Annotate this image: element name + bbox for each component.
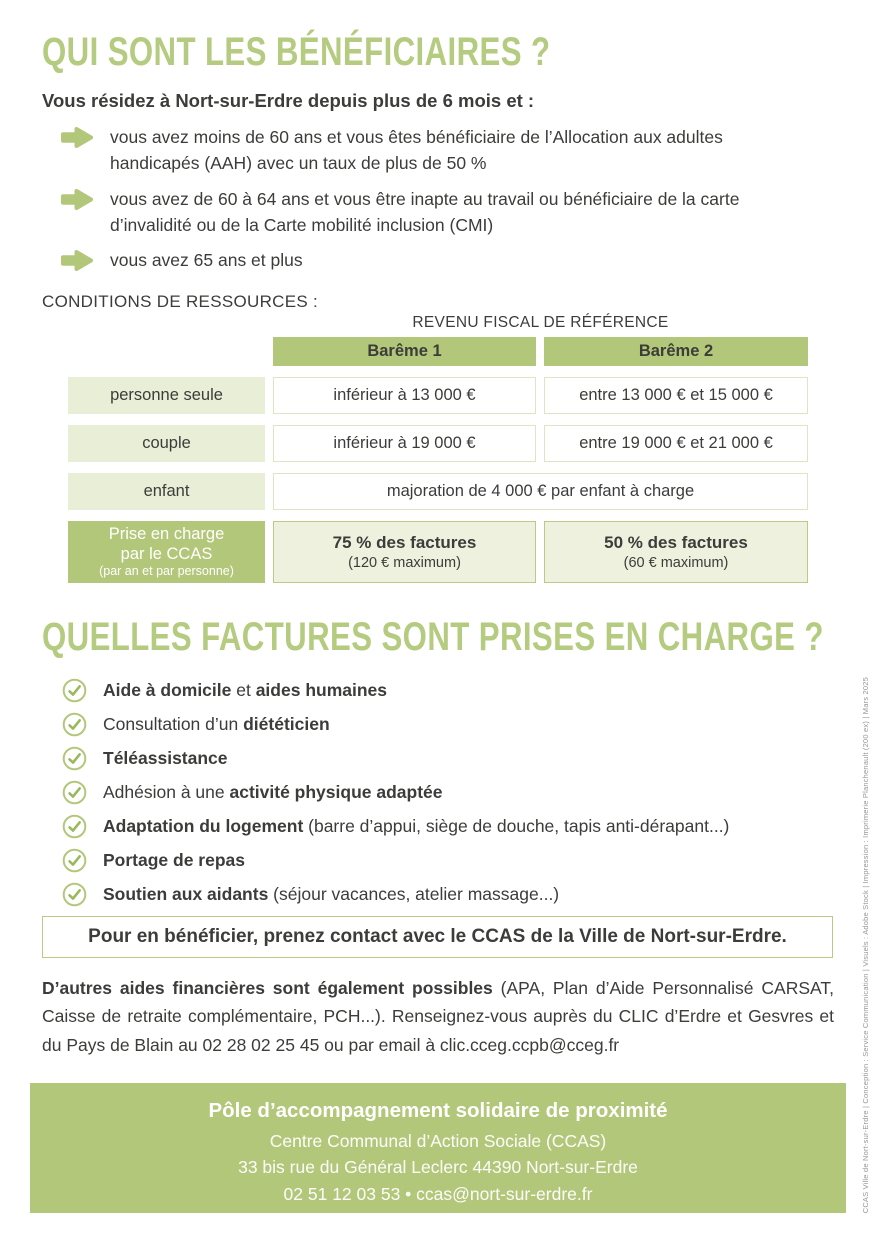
checklist-bold: Adaptation du logement [103,815,304,836]
charge-value-main: 75 % des factures [332,533,477,553]
table-cell: inférieur à 13 000 € [273,377,536,414]
checklist-text [103,748,228,769]
check-circle-icon [62,780,87,805]
checklist-mid: (séjour vacances, atelier massage...) [268,883,560,904]
charge-label-line1: Prise en charge [108,525,225,544]
contact-callout-box: Pour en bénéficier, prenez contact avec le CCAS de la Ville de Nort-sur-Erdre. [42,916,833,958]
arrow-right-icon [60,188,94,211]
footer-contact-block [30,1083,846,1213]
checklist-bold: Téléassistance [103,747,228,768]
charge-label-line3: (par an et par personne) [99,564,234,579]
other-aids-paragraph [42,974,834,1059]
checklist-mid: (barre d’appui, siège de douche, tapis anti-dérapant...) [303,815,730,836]
checklist-pre: Adhésion à une [103,781,230,802]
checklist-mid: et [231,679,256,700]
table-title: REVENU FISCAL DE RÉFÉRENCE [412,314,669,331]
checklist-bold: Soutien aux aidants [103,883,269,904]
checklist-text [103,782,443,803]
bullet-item [60,186,816,239]
footer-org: Centre Communal d’Action Sociale (CCAS) [269,1131,607,1151]
section2-title: QUELLES FACTURES SONT PRISES EN CHARGE ? [42,615,824,659]
footer-address: 33 bis rue du Général Leclerc 44390 Nort-sur-Erdre [238,1157,638,1178]
intro-line: Vous résidez à Nort-sur-Erdre depuis plus de 6 mois et : [42,90,535,111]
check-circle-icon [62,848,87,873]
other-aids-rest: (APA, Plan d’Aide Personnalisé CARSAT, Caisse de retraite complémentaire, PCH...). Renseignez-vous auprès du CLIC d’Erdre et Gesvres et du Pays de Blain au 02 28 02 25 45 ou par email à clic.cceg.ccpb@cceg.fr [42,978,835,1055]
table-cell: entre 19 000 € et 21 000 € [544,425,808,462]
table-corner-spacer [68,337,265,366]
charge-value-sub: (120 € maximum) [348,554,461,571]
checklist-text [103,884,559,905]
checklist-item [62,746,832,770]
checklist-pre: Consultation d’un [103,713,244,734]
checklist-text [103,816,729,837]
charge-row-label [68,521,265,583]
checklist-item [62,780,832,804]
covered-invoices-list [62,678,832,916]
row-label: personne seule [68,377,265,414]
checklist-item [62,882,832,906]
print-credits-caption: CCAS Ville de Nort-sur-Erdre | Conception : Service Communication | Visuels : Adobe Stock | Impression : Imprimerie Planchenault (200 ex) | Mars 2025 [861,676,870,1213]
section1-title: QUI SONT LES BÉNÉFICIAIRES ? [42,30,551,74]
checklist-text [103,680,387,701]
charge-cell-bareme2 [544,521,808,583]
bullet-text: vous avez moins de 60 ans et vous êtes bénéficiaire de l’Allocation aux adultes handicapés (AAH) avec un taux de plus de 50 % [110,127,723,174]
check-circle-icon [62,882,87,907]
row-label: couple [68,425,265,462]
check-circle-icon [62,746,87,771]
row-label: enfant [68,473,265,510]
arrow-right-icon [60,126,94,149]
column-header-bareme2: Barême 2 [544,337,808,366]
charge-label-line2: par le CCAS [120,544,213,563]
check-circle-icon [62,814,87,839]
checklist-text [103,714,330,735]
bullet-text: vous avez de 60 à 64 ans et vous être inapte au travail ou bénéficiaire de la carte d’invalidité ou de la Carte mobilité inclusion (CMI) [110,188,740,235]
checklist-bold2: aides humaines [255,679,388,700]
beneficiaries-list [60,124,816,282]
arrow-right-icon [60,249,94,272]
table-cell-merged: majoration de 4 000 € par enfant à charge [273,473,808,510]
checklist-bold: activité physique adaptée [229,781,443,802]
charge-value-sub: (60 € maximum) [623,554,729,571]
checklist-item [62,814,832,838]
checklist-bold: diététicien [243,713,330,734]
check-circle-icon [62,678,87,703]
conditions-label: CONDITIONS DE RESSOURCES : [42,292,319,311]
column-header-bareme1: Barême 1 [273,337,536,366]
checklist-item [62,848,832,872]
bullet-item [60,247,816,273]
checklist-item [62,712,832,736]
check-circle-icon [62,712,87,737]
bullet-item [60,124,816,177]
table-cell: inférieur à 19 000 € [273,425,536,462]
charge-cell-bareme1 [273,521,536,583]
checklist-text [103,850,245,871]
other-aids-lead: D’autres aides financières sont également possibles [42,978,493,998]
bullet-text: vous avez 65 ans et plus [110,250,303,270]
checklist-item [62,678,832,702]
footer-title: Pôle d’accompagnement solidaire de proximité [208,1099,668,1122]
table-cell: entre 13 000 € et 15 000 € [544,377,808,414]
checklist-bold: Portage de repas [103,849,245,870]
checklist-bold: Aide à domicile [103,679,232,700]
charge-value-main: 50 % des factures [604,533,748,553]
resources-table [68,337,808,583]
footer-phone-email: 02 51 12 03 53 • ccas@nort-sur-erdre.fr [283,1183,593,1204]
